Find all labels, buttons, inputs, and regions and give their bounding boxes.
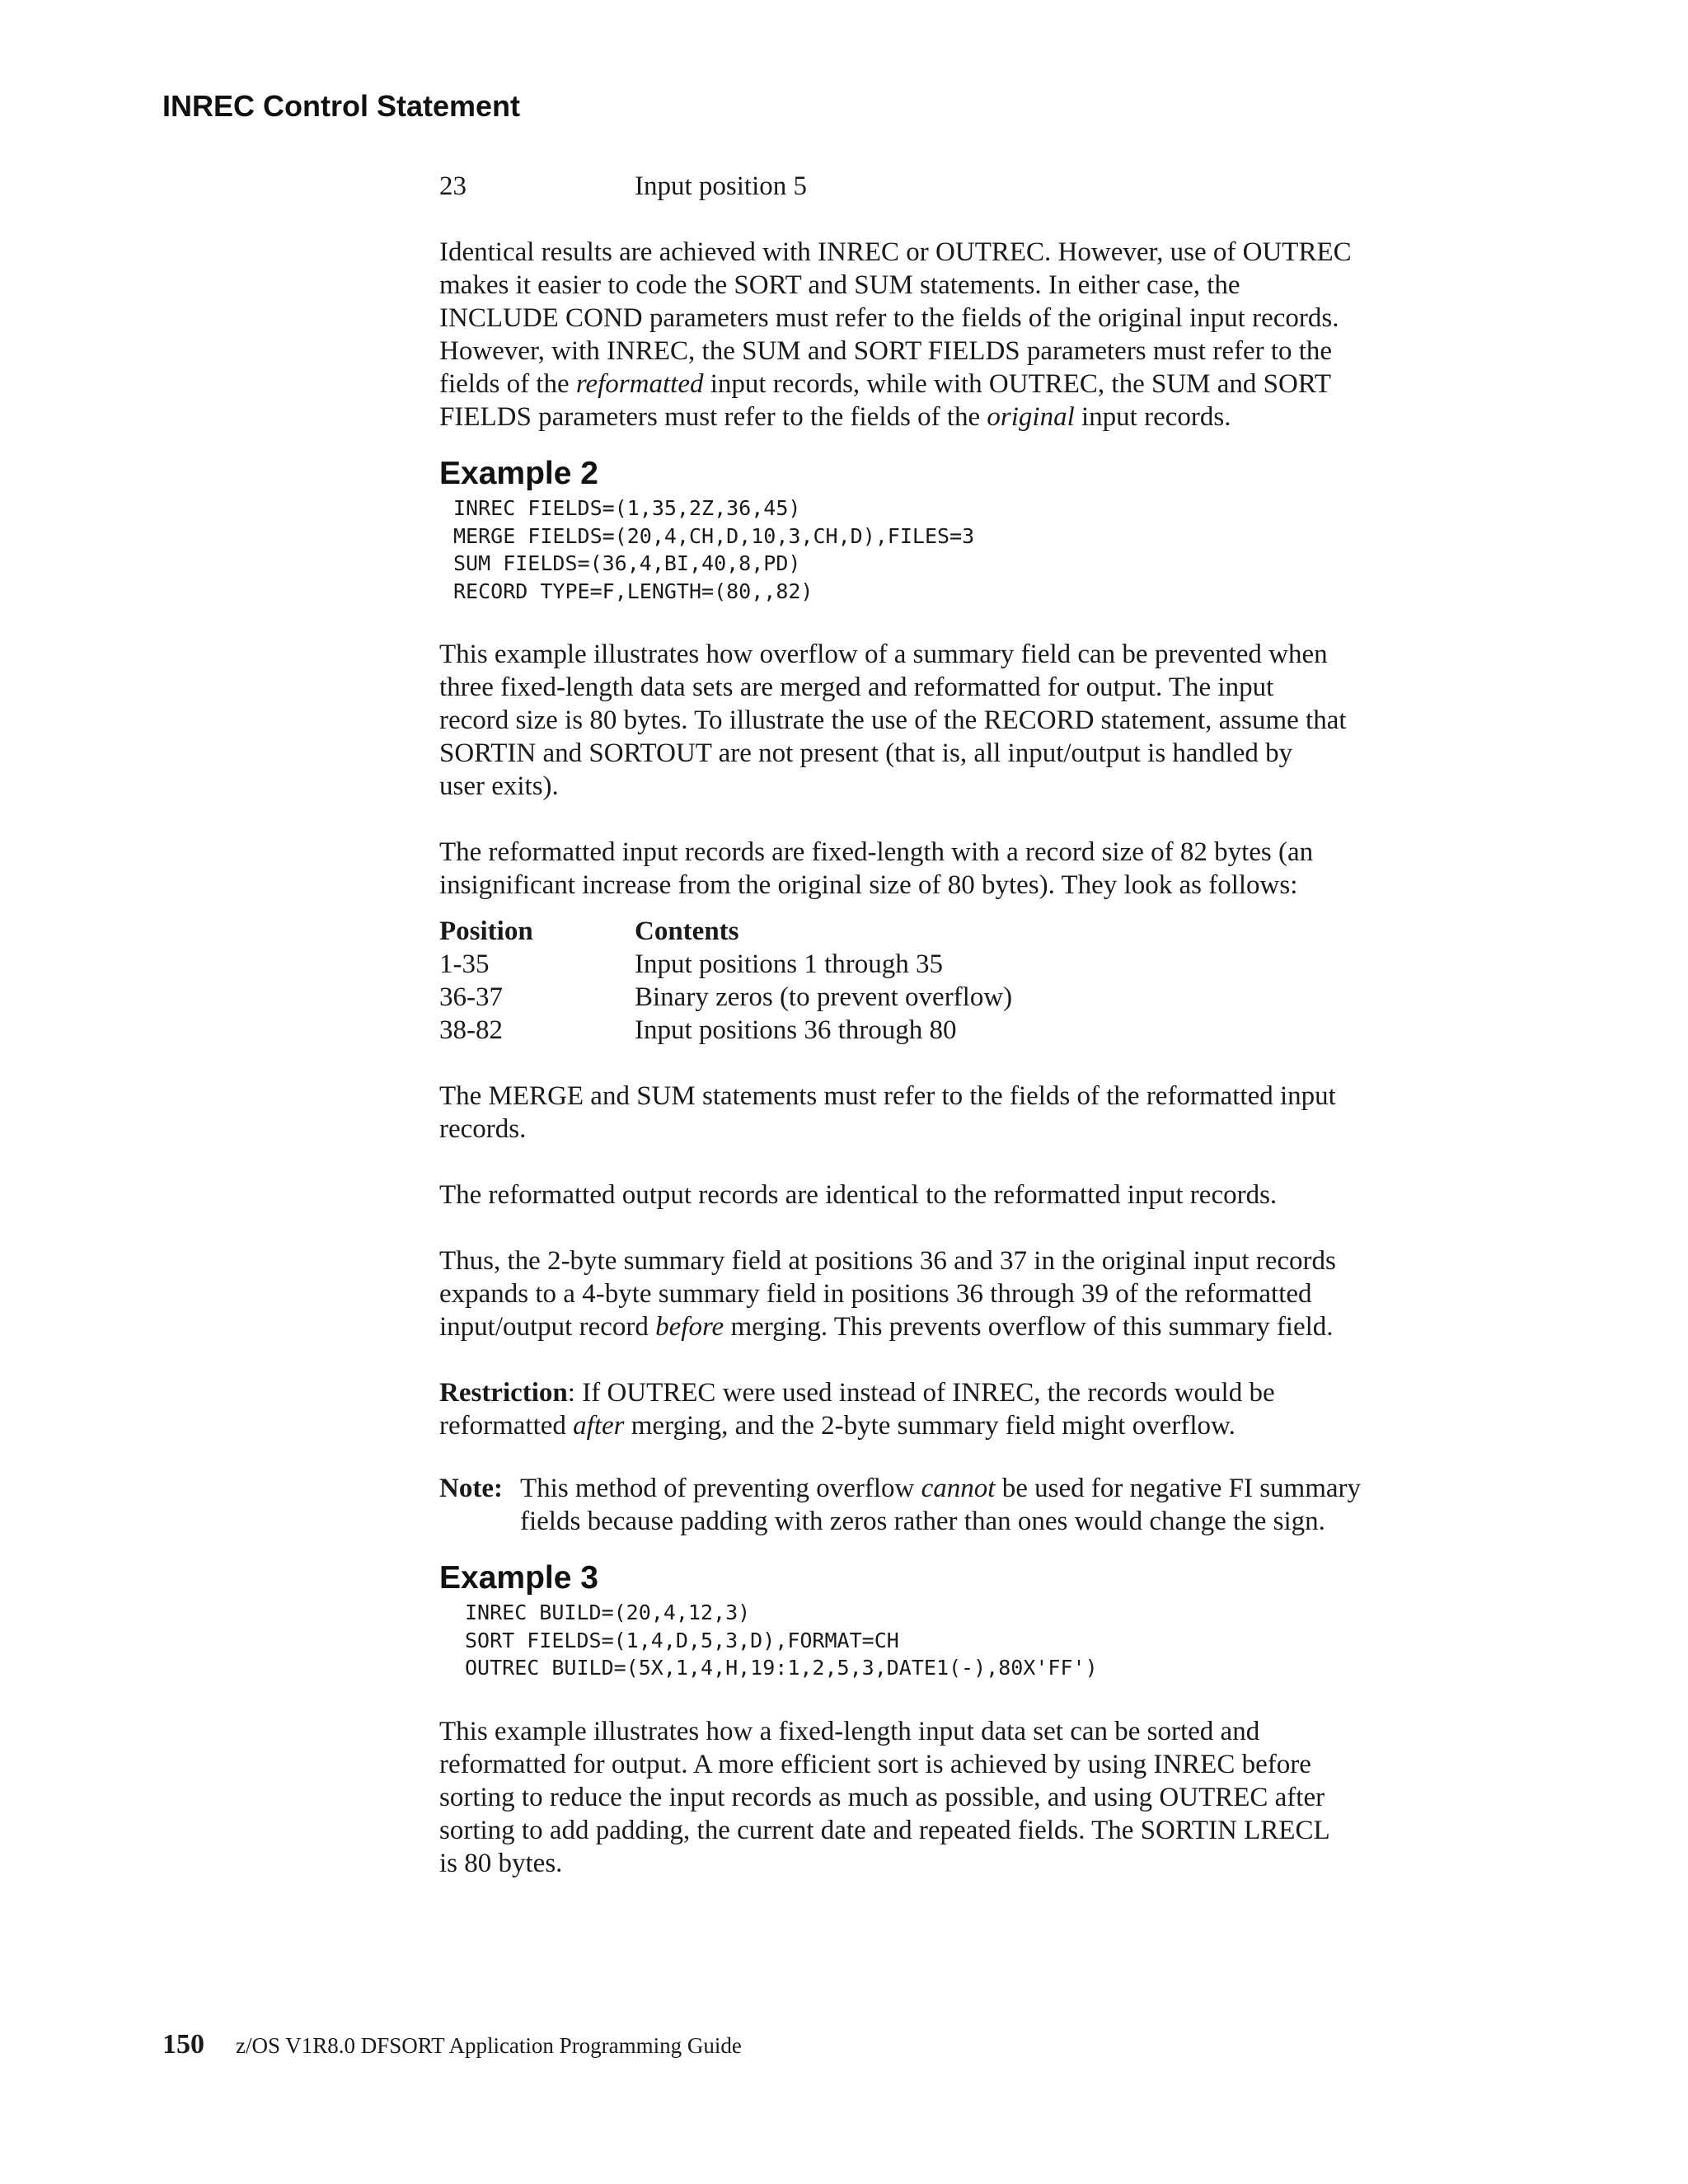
code-line: MERGE FIELDS=(20,4,CH,D,10,3,CH,D),FILES=3 (453, 523, 975, 548)
example-2-description: This example illustrates how overflow of a summary field can be prevented when three fixed-length data sets are merged and reformatted for output. The input record size is 80 bytes. To illustrate the use of the RECORD statement, assume that SORTIN and SORTOUT are not present (that is, all input/output is handled by user exits). (439, 640, 1347, 801)
example-2-heading: Example 2 (439, 456, 598, 491)
page-number: 150 (162, 2029, 204, 2060)
table-row: 36-37 Binary zeros (to prevent overflow) (439, 982, 1013, 1012)
position-table (439, 915, 1486, 1047)
table-header-row (439, 915, 1486, 948)
example-3-heading: Example 3 (439, 1560, 598, 1596)
reformatted-records-paragraph: The reformatted input records are fixed-length with a record size of 82 bytes (an insignificant increase from the original size of 80 bytes). They look as follows: (439, 837, 1314, 900)
example-3-code-block (439, 1599, 1486, 1682)
code-line: INREC BUILD=(20,4,12,3) (465, 1601, 751, 1624)
restriction-paragraph: Restriction: If OUTREC were used instead of INREC, the records would be reformatted after merging, and the 2-byte summary field might overflow. (439, 1378, 1275, 1441)
column-header-position: Position (439, 916, 533, 946)
code-line: SUM FIELDS=(36,4,BI,40,8,PD) (453, 551, 801, 575)
note-block (439, 1472, 1486, 1538)
example-3-description: This example illustrates how a fixed-length input data set can be sorted and reformatted for output. A more efficient sort is achieved by using INREC before sorting to reduce the input records as much as possible, and using OUTREC after sorting to add padding, the current date and repeated fields. The SORTIN LRECL is 80 bytes. (439, 1716, 1330, 1878)
code-line: INREC FIELDS=(1,35,2Z,36,45) (453, 496, 801, 520)
output-records-paragraph: The reformatted output records are identical to the reformatted input records. (439, 1180, 1278, 1210)
page-footer (162, 2029, 742, 2060)
note-text: This method of preventing overflow cannot be used for negative FI summary fields because padding with zeros rather than ones would change the sign. (520, 1474, 1362, 1536)
code-line: RECORD TYPE=F,LENGTH=(80,,82) (453, 579, 814, 603)
position-row-23 (439, 170, 1486, 203)
column-header-contents: Contents (635, 916, 739, 946)
intro-paragraph: Identical results are achieved with INREC or OUTREC. However, use of OUTREC makes it easier to code the SORT and SUM statements. In either case, the INCLUDE COND parameters must refer to the fields of the original input records. However, with INREC, the SUM and SORT FIELDS parameters must refer to the fields of the reformatted input records, while with OUTREC, the SUM and SORT FIELDS parameters must refer to the fields of the original input records. (439, 237, 1352, 432)
emphasis-reformatted: reformatted (575, 369, 704, 399)
table-row: 1-35 Input positions 1 through 35 (439, 949, 944, 979)
emphasis-after: after (573, 1411, 625, 1441)
summary-field-paragraph: Thus, the 2-byte summary field at positions 36 and 37 in the original input records expands to a 4-byte summary field in positions 36 through 39 of the reformatted input/output record before merging. This prevents overflow of this summary field. (439, 1246, 1336, 1342)
code-line: SORT FIELDS=(1,4,D,5,3,D),FORMAT=CH (465, 1628, 899, 1652)
note-label: Note: (439, 1474, 503, 1503)
restriction-label: Restriction (439, 1378, 568, 1408)
code-line: OUTREC BUILD=(5X,1,4,H,19:1,2,5,3,DATE1(-),80X'FF') (465, 1656, 1098, 1680)
running-header: INREC Control Statement (162, 89, 521, 123)
example-2-code-block (439, 494, 1486, 605)
position-value: 23 (439, 171, 467, 201)
table-row: 38-82 Input positions 36 through 80 (439, 1015, 957, 1045)
page-content (439, 170, 1486, 1880)
emphasis-before: before (655, 1312, 724, 1342)
contents-value: Input position 5 (635, 171, 808, 201)
book-title: z/OS V1R8.0 DFSORT Application Programming Guide (236, 2033, 742, 2058)
emphasis-original: original (987, 402, 1075, 432)
merge-sum-paragraph: The MERGE and SUM statements must refer to the fields of the reformatted input records. (439, 1081, 1336, 1144)
emphasis-cannot: cannot (921, 1474, 996, 1503)
